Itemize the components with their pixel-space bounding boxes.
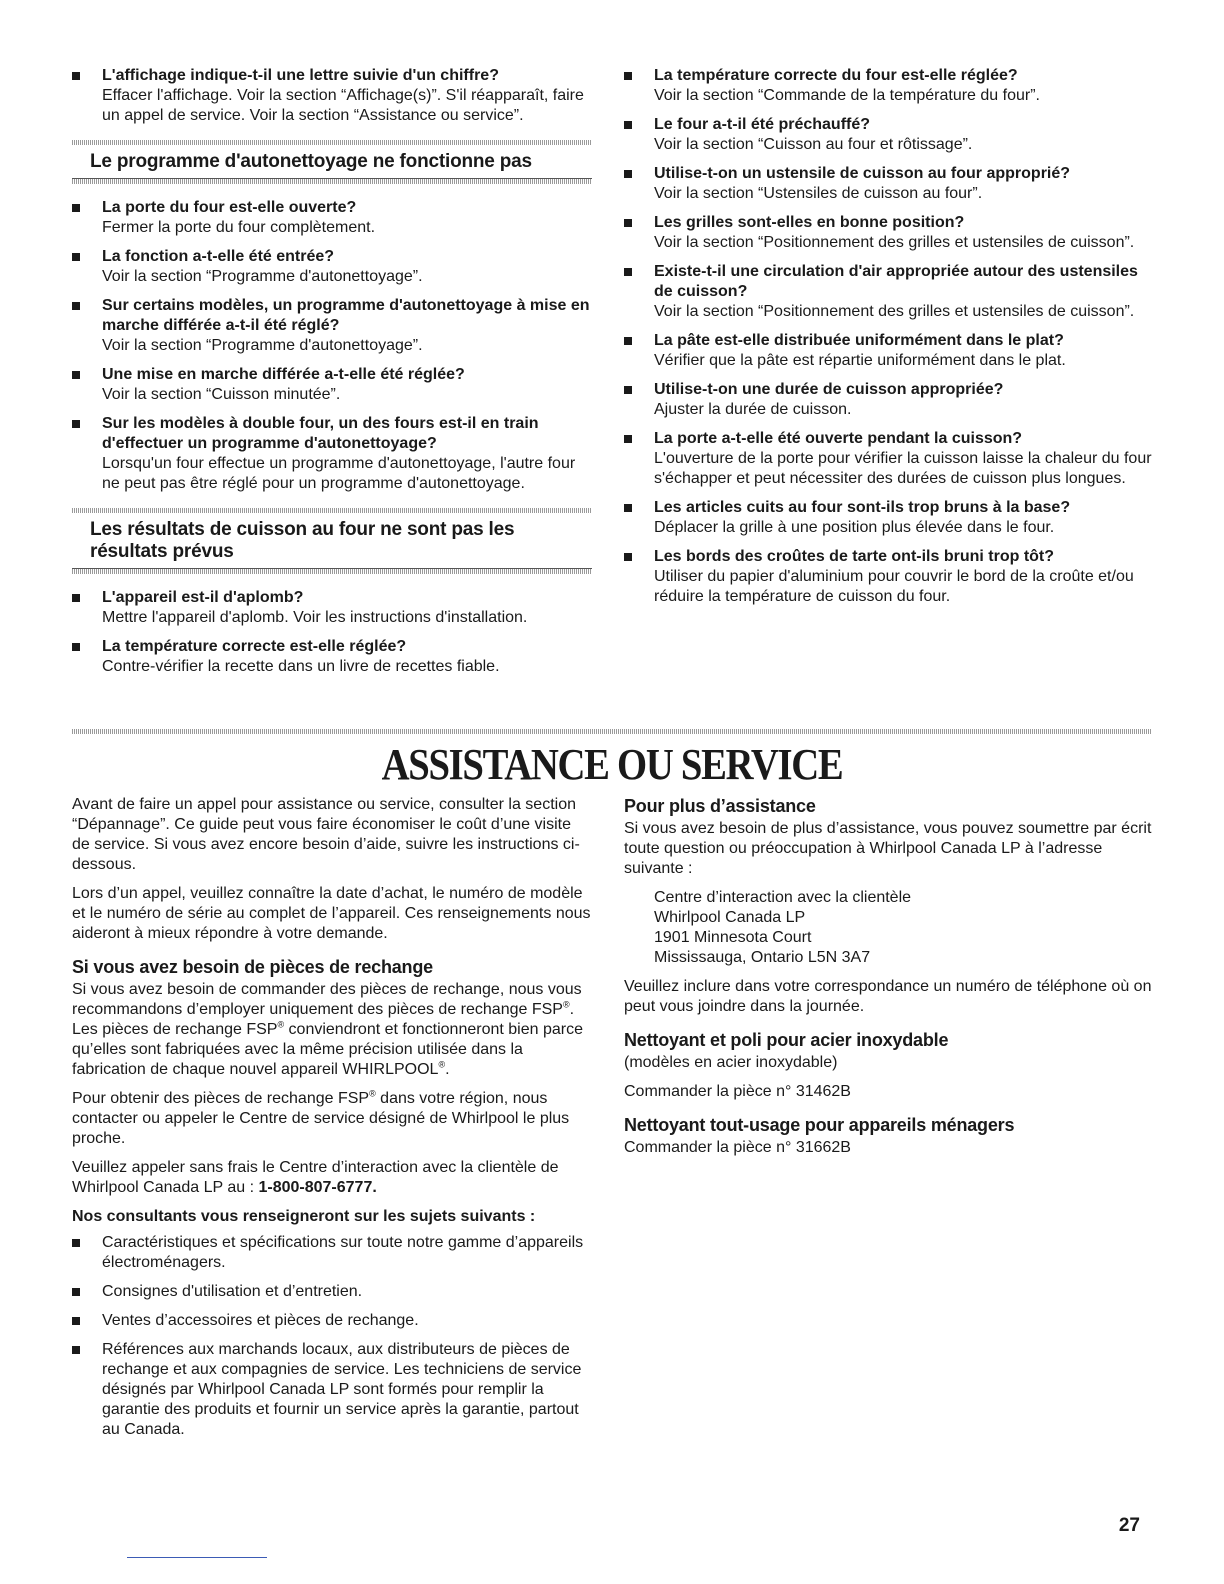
steel-cleaner-models: (modèles en acier inoxydable) — [624, 1054, 838, 1071]
list-item — [72, 414, 592, 494]
section-heading-baking-results — [72, 508, 592, 574]
list-item — [624, 164, 1152, 204]
page-title: ASSISTANCE OU SERVICE — [381, 740, 843, 789]
answer: Fermer la porte du four complètement. — [102, 219, 376, 236]
answer: Vérifier que la pâte est répartie uniformément dans le plat. — [654, 352, 1066, 369]
list-item — [72, 247, 592, 287]
assistance-right-column — [624, 795, 1152, 1167]
list-item: Références aux marchands locaux, aux distributeurs de pièces de rechange et aux compagnies de service. Les techniciens de service désignés par Whirlpool Canada LP sont formés pour remplir la garantie des produits et fournir un service après la garantie, partout au Canada. — [72, 1340, 592, 1440]
answer: Voir la section “Commande de la température du four”. — [654, 87, 1040, 104]
list-item — [624, 213, 1152, 253]
allpurpose-cleaner-part: Commander la pièce n° 31662B — [624, 1139, 851, 1156]
phone-number: 1-800-807-6777. — [258, 1179, 377, 1196]
footer-divider — [127, 1557, 267, 1558]
bullet-icon — [624, 170, 632, 178]
troubleshooting-right-column — [624, 66, 1152, 616]
list-item — [72, 198, 592, 238]
bullet-icon — [624, 268, 632, 276]
answer: Effacer l'affichage. Voir la section “Affichage(s)”. S'il réapparaît, faire un appel de service. Voir la section “Assistance ou service”. — [102, 87, 584, 124]
question: La porte du four est-elle ouverte? — [102, 199, 357, 216]
list-item: Consignes d'utilisation et d’entretien. — [72, 1282, 592, 1302]
question: Une mise en marche différée a-t-elle été réglée? — [102, 366, 465, 383]
list-item — [72, 365, 592, 405]
answer: Voir la section “Cuisson minutée”. — [102, 386, 341, 403]
list-item — [72, 66, 592, 126]
bullet-icon — [624, 553, 632, 561]
bullet-icon — [72, 371, 80, 379]
list-item — [72, 588, 592, 628]
bullet-icon — [72, 420, 80, 428]
assistance-left-column — [72, 795, 592, 1449]
troubleshooting-left-column — [72, 66, 592, 686]
question: Utilise-t-on une durée de cuisson appropriée? — [654, 381, 1004, 398]
list-item — [624, 547, 1152, 607]
question: La pâte est-elle distribuée uniformément dans le plat? — [654, 332, 1064, 349]
divider — [72, 569, 592, 574]
answer: Contre-vérifier la recette dans un livre de recettes fiable. — [102, 658, 500, 675]
question: La fonction a-t-elle été entrée? — [102, 248, 335, 265]
bullet-icon — [72, 1346, 80, 1354]
question: Le four a-t-il été préchauffé? — [654, 116, 871, 133]
question: Utilise-t-on un ustensile de cuisson au four approprié? — [654, 165, 1071, 182]
question: Les grilles sont-elles en bonne position? — [654, 214, 965, 231]
answer: Voir la section “Programme d'autonettoyage”. — [102, 337, 423, 354]
list-item — [624, 429, 1152, 489]
parts-paragraph: Si vous avez besoin de commander des pièces de rechange, nous vous recommandons d’employer uniquement des pièces de rechange FSP®. Les pièces de rechange FSP® conviendront et fonctionneront bien parce qu’elles sont fabriquées avec la même précision utilisée dans la fabrication de chaque nouvel appareil WHIRLPOOL®. — [72, 981, 583, 1078]
answer: Voir la section “Ustensiles de cuisson au four”. — [654, 185, 983, 202]
intro-paragraph: Avant de faire un appel pour assistance ou service, consulter la section “Dépannage”. Ce guide peut vous faire économiser le coût d’une visite de service. Si vous avez encore besoin d’aide, suivre les instructions ci-dessous. — [72, 796, 580, 873]
bullet-icon — [72, 1288, 80, 1296]
page-number: 27 — [1118, 1515, 1140, 1536]
question: Les bords des croûtes de tarte ont-ils bruni trop tôt? — [654, 548, 1055, 565]
steel-cleaner-heading: Nettoyant et poli pour acier inoxydable — [624, 1030, 949, 1050]
list-item — [624, 262, 1152, 322]
answer: Déplacer la grille à une position plus élevée dans le four. — [654, 519, 1055, 536]
list-item — [624, 331, 1152, 371]
section-heading-self-clean — [72, 140, 592, 184]
bullet-icon — [624, 386, 632, 394]
more-help-heading: Pour plus d’assistance — [624, 796, 816, 816]
answer: Mettre l'appareil d'aplomb. Voir les instructions d'installation. — [102, 609, 528, 626]
bullet-icon — [72, 72, 80, 80]
list-item — [624, 498, 1152, 538]
bullet-icon — [624, 121, 632, 129]
question: La porte a-t-elle été ouverte pendant la cuisson? — [654, 430, 1023, 447]
bullet-icon — [72, 1317, 80, 1325]
bullet-icon — [72, 302, 80, 310]
question: Sur certains modèles, un programme d'autonettoyage à mise en marche différée a-t-il été réglé? — [102, 297, 590, 334]
bullet-icon — [72, 204, 80, 212]
bullet-icon — [72, 253, 80, 261]
parts-order-paragraph: Pour obtenir des pièces de rechange FSP® dans votre région, nous contacter ou appeler le Centre de service désigné de Whirlpool le plus proche. — [72, 1088, 570, 1147]
question: L'affichage indique-t-il une lettre suivie d'un chiffre? — [102, 67, 499, 84]
section-title: Les résultats de cuisson au four ne sont pas les résultats prévus — [72, 513, 592, 569]
answer: Lorsqu'un four effectue un programme d'autonettoyage, l'autre four ne peut pas être réglé pour un programme d'autonettoyage. — [102, 455, 576, 492]
list-item: Ventes d’accessoires et pièces de rechange. — [72, 1311, 592, 1331]
list-item — [72, 637, 592, 677]
question: Existe-t-il une circulation d'air appropriée autour des ustensiles de cuisson? — [654, 263, 1138, 300]
steel-cleaner-part: Commander la pièce n° 31462B — [624, 1083, 851, 1100]
mailing-address: Centre d’interaction avec la clientèle Whirlpool Canada LP 1901 Minnesota Court Mississauga, Ontario L5N 3A7 — [654, 889, 912, 966]
question: La température correcte est-elle réglée? — [102, 638, 407, 655]
list-item — [624, 115, 1152, 155]
question: L'appareil est-il d'aplomb? — [102, 589, 304, 606]
divider — [72, 179, 592, 184]
question: Les articles cuits au four sont-ils trop bruns à la base? — [654, 499, 1071, 516]
list-item — [72, 296, 592, 356]
consultants-heading: Nos consultants vous renseigneront sur les sujets suivants : — [72, 1208, 536, 1225]
list-item: Caractéristiques et spécifications sur toute notre gamme d’appareils électroménagers. — [72, 1233, 592, 1273]
phone-paragraph: Veuillez appeler sans frais le Centre d’interaction avec la clientèle de Whirlpool Canada LP au : 1-800-807-6777. — [72, 1159, 559, 1196]
bullet-icon — [624, 435, 632, 443]
bullet-icon — [624, 219, 632, 227]
answer: Voir la section “Cuisson au four et rôtissage”. — [654, 136, 973, 153]
list-item — [624, 380, 1152, 420]
section-title: Le programme d'autonettoyage ne fonctionne pas — [72, 145, 592, 179]
bullet-icon — [624, 337, 632, 345]
bullet-icon — [72, 594, 80, 602]
phone-note-paragraph: Veuillez inclure dans votre correspondance un numéro de téléphone où on peut vous joindre dans la journée. — [624, 978, 1152, 1015]
allpurpose-cleaner-heading: Nettoyant tout-usage pour appareils ménagers — [624, 1115, 1015, 1135]
answer: Voir la section “Positionnement des grilles et ustensiles de cuisson”. — [654, 234, 1135, 251]
more-help-paragraph: Si vous avez besoin de plus d’assistance, vous pouvez soumettre par écrit toute question ou préoccupation à Whirlpool Canada LP à l’adresse suivante : — [624, 820, 1152, 877]
section-divider — [72, 729, 1152, 734]
answer: Utiliser du papier d'aluminium pour couvrir le bord de la croûte et/ou réduire la température de cuisson du four. — [654, 568, 1134, 605]
bullet-icon — [624, 504, 632, 512]
answer: L'ouverture de la porte pour vérifier la cuisson laisse la chaleur du four s'échapper et peut nécessiter des durées de cuisson plus longues. — [654, 450, 1152, 487]
parts-heading: Si vous avez besoin de pièces de rechange — [72, 957, 433, 977]
list-item — [624, 66, 1152, 106]
answer: Ajuster la durée de cuisson. — [654, 401, 852, 418]
bullet-icon — [72, 643, 80, 651]
bullet-icon — [624, 72, 632, 80]
question: La température correcte du four est-elle réglée? — [654, 67, 1018, 84]
call-info-paragraph: Lors d’un appel, veuillez connaître la date d’achat, le numéro de modèle et le numéro de série au complet de l’appareil. Ces renseignements nous aideront à mieux répondre à votre demande. — [72, 885, 591, 942]
question: Sur les modèles à double four, un des fours est-il en train d'effectuer un programme d'autonettoyage? — [102, 415, 539, 452]
answer: Voir la section “Positionnement des grilles et ustensiles de cuisson”. — [654, 303, 1135, 320]
bullet-icon — [72, 1239, 80, 1247]
answer: Voir la section “Programme d'autonettoyage”. — [102, 268, 423, 285]
